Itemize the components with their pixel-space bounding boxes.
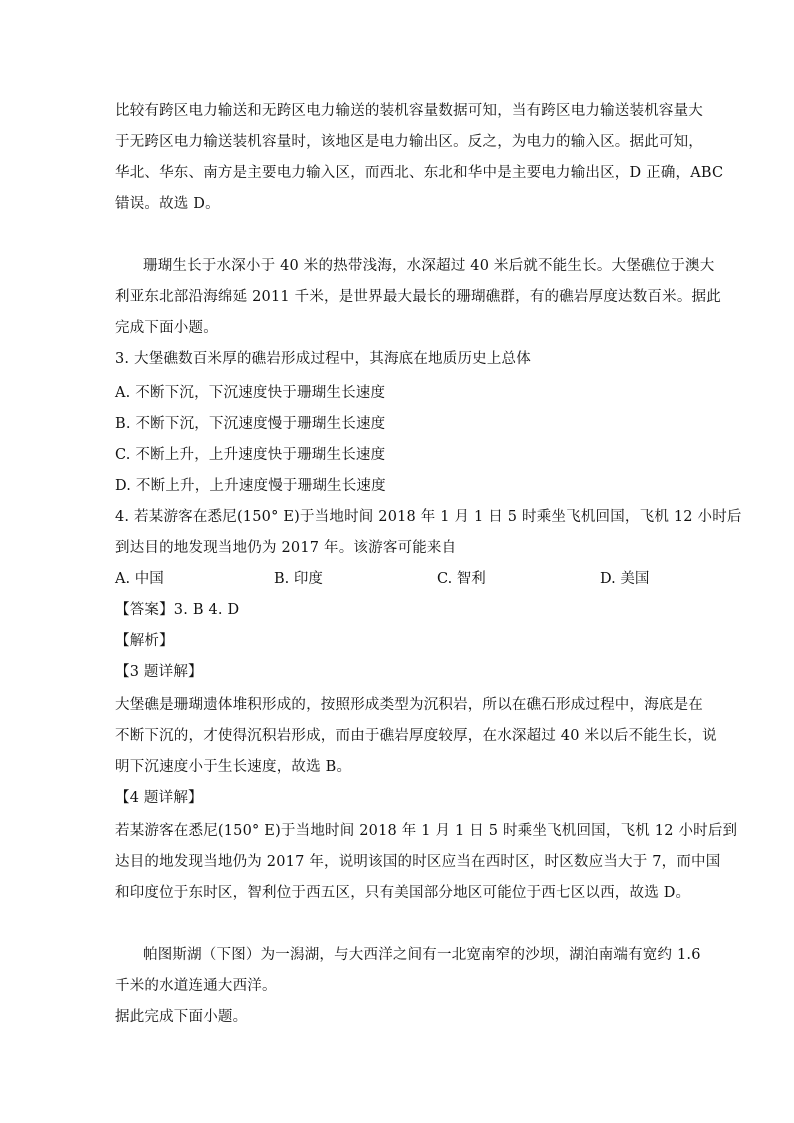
analysis-heading: 【解析】 [115,633,174,649]
intro-3-line-2: 千米的水道连通大西洋。 [115,978,277,994]
question-4-option-d: D. 美国 [600,571,650,587]
question-3-stem: 3. 大堡礁数百米厚的礁岩形成过程中，其海底在地质历史上总体 [115,351,531,367]
question-4-option-c: C. 智利 [437,571,486,587]
question-4-stem-line-1: 4. 若某游客在悉尼(150° E)于当地时间 2018 年 1 月 1 日 5 时乘坐飞机回国，飞机 12 小时后 [115,509,742,525]
intro-2-line-1: 珊瑚生长于水深小于 40 米的热带浅海，水深超过 40 米后就不能生长。大堡礁位于澳大 [143,258,715,274]
question-4-detail-heading: 【4 题详解】 [115,790,203,806]
paragraph-1-line-2: 于无跨区电力输送装机容量时，该地区是电力输出区。反之，为电力的输入区。据此可知， [115,134,703,150]
question-3-option-d: D. 不断上升，上升速度慢于珊瑚生长速度 [115,478,386,494]
question-3-option-a: A. 不断下沉，下沉速度快于珊瑚生长速度 [115,385,386,401]
question-4-detail-line-2: 达目的地发现当地仍为 2017 年，说明该国的时区应当在西时区，时区数应当大于 7，而中国 [115,854,721,870]
question-3-option-b: B. 不断下沉，下沉速度慢于珊瑚生长速度 [115,416,386,432]
question-4-option-a: A. 中国 [115,571,164,587]
intro-2-line-2: 利亚东北部沿海绵延 2011 千米，是世界最大最长的珊瑚礁群，有的礁岩厚度达数百米。据此 [115,289,721,305]
question-3-detail-line-1: 大堡礁是珊瑚遗体堆积形成的，按照形成类型为沉积岩，所以在礁石形成过程中，海底是在 [115,697,703,713]
paragraph-1-line-4: 错误。故选 D。 [115,196,220,212]
answer-line: 【答案】3. B 4. D [115,602,240,618]
paragraph-1-line-1: 比较有跨区电力输送和无跨区电力输送的装机容量数据可知，当有跨区电力输送装机容量大 [115,103,703,119]
question-4-stem-line-2: 到达目的地发现当地仍为 2017 年。该游客可能来自 [115,540,457,556]
intro-3-line-1: 帕图斯湖（下图）为一潟湖，与大西洋之间有一北宽南窄的沙坝，湖泊南端有宽约 1.6 [143,947,701,963]
question-3-option-c: C. 不断上升，上升速度快于珊瑚生长速度 [115,447,386,463]
question-3-detail-heading: 【3 题详解】 [115,664,203,680]
question-3-detail-line-3: 明下沉速度小于生长速度，故选 B。 [115,759,352,775]
intro-2-line-3: 完成下面小题。 [115,320,218,336]
question-4-detail-line-3: 和印度位于东时区，智利位于西五区，只有美国部分地区可能位于西七区以西，故选 D。 [115,885,691,901]
paragraph-1-line-3: 华北、华东、南方是主要电力输入区，而西北、东北和华中是主要电力输出区，D 正确，ABC [115,165,724,181]
question-4-option-b: B. 印度 [274,571,323,587]
question-4-detail-line-1: 若某游客在悉尼(150° E)于当地时间 2018 年 1 月 1 日 5 时乘坐飞机回国，飞机 12 小时后到 [115,823,738,839]
question-3-detail-line-2: 不断下沉的，才使得沉积岩形成，而由于礁岩厚度较厚，在水深超过 40 米以后不能生长，说 [115,728,717,744]
intro-3-line-3: 据此完成下面小题。 [115,1009,248,1025]
question-4-options [115,569,675,589]
